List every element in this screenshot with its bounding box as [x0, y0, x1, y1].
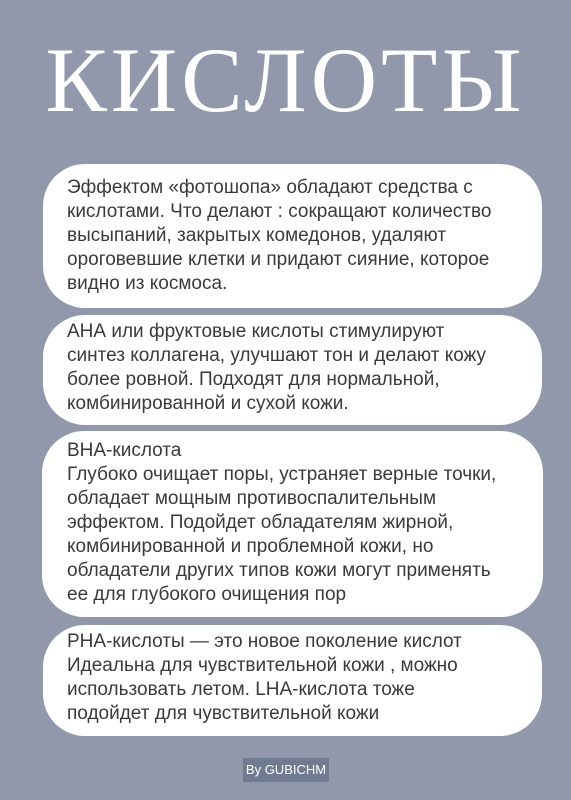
info-card-bha [42, 431, 543, 617]
page-title: КИСЛОТЫ [45, 29, 526, 131]
info-card-aha [43, 315, 542, 425]
info-card-pha [43, 625, 542, 736]
info-card-text: АНА или фруктовые кислоты стимулируют синтез коллагена, улучшают тон и делают кожу более ровной. Подходят для нормальной, комбинированной и сухой кожи. [67, 321, 487, 414]
info-card-acids-effect [43, 164, 542, 308]
info-card-text: ВНА-кислота Глубоко очищает поры, устраняет верные точки, обладает мощным противоспалительным эффектом. Подойдет обладателям жирной, комбинированной и проблемной кожи, но обладатели других типов кожи могут применять ее для глубокого очищения пор [67, 440, 497, 605]
info-card-text: Эффектом «фотошопа» обладают средства с кислотами. Что делают : сокращают количество высыпаний, закрытых комедонов, удаляют ороговевшие клетки и придают сияние, которое видно из космоса. [67, 177, 492, 294]
author-badge: By GUBICHM [243, 758, 329, 782]
info-card-text: РНА-кислоты — это новое поколение кислот Идеальна для чувствительной кожи , можно использовать летом. LHA-кислота тоже подойдет для чувствительной кожи [67, 631, 462, 724]
